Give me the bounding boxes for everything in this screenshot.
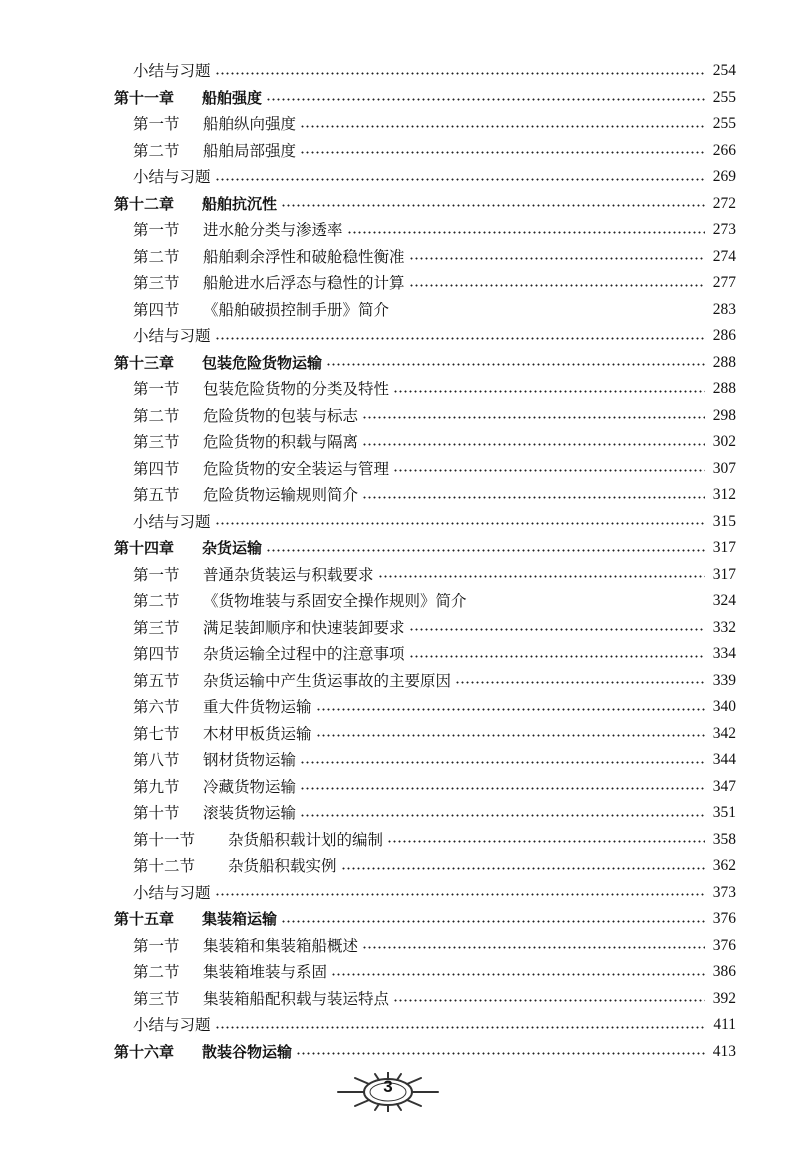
toc-entry-label (133, 562, 376, 589)
toc-entry-number: 第三节 (133, 274, 180, 292)
toc-chapter-row (0, 1039, 790, 1066)
toc-entry-title: 小结与习题 (133, 883, 211, 902)
toc-entry-title: 船舶纵向强度 (203, 115, 297, 133)
toc-section-row (0, 270, 790, 297)
toc-entry-label (133, 323, 213, 350)
toc-section-row (0, 668, 790, 695)
toc-entry-label (133, 747, 298, 774)
toc-entry-number: 第二节 (133, 963, 180, 981)
toc-entry-title: 木材甲板货运输 (203, 724, 312, 743)
dot-leader (378, 562, 705, 589)
toc-section-row (0, 376, 790, 403)
toc-entry-label (133, 403, 360, 430)
toc-entry-page: 255 (712, 115, 736, 132)
dot-leader (266, 535, 705, 562)
toc-entry-page: 392 (712, 989, 736, 1007)
toc-entry-label (133, 111, 298, 138)
toc-entry-number: 第一节 (133, 115, 180, 133)
toc-entry-number: 第七节 (133, 724, 180, 743)
toc-section-row (0, 747, 790, 774)
toc-entry-number: 第十一节 (133, 830, 196, 849)
toc-section-row (0, 615, 790, 642)
toc-entry-number: 第十节 (133, 804, 180, 822)
dot-leader (316, 694, 705, 721)
toc-entry-title: 危险货物的安全装运与管理 (203, 459, 390, 478)
toc-entry-label (114, 85, 264, 112)
toc-entry-title: 重大件货物运输 (203, 698, 312, 716)
toc-summary-row (0, 509, 790, 536)
toc-entry-page: 288 (712, 353, 736, 371)
toc-entry-title: 船舶抗沉性 (202, 194, 278, 213)
toc-entry-title: 小结与习题 (133, 168, 211, 186)
toc-entry-page: 288 (712, 380, 736, 397)
toc-entry-page: 362 (712, 857, 736, 874)
toc-entry-title: 船舶局部强度 (203, 141, 297, 160)
page-number-badge (333, 1072, 443, 1112)
toc-summary-row (0, 58, 790, 85)
toc-entry-page: 376 (712, 910, 736, 927)
toc-entry-label (133, 880, 213, 907)
dot-leader (215, 323, 705, 350)
toc-entry-page: 283 (712, 300, 736, 318)
toc-entry-label (114, 535, 264, 562)
dot-leader (281, 906, 705, 933)
toc-entry-title: 杂货船积载实例 (228, 857, 337, 875)
toc-entry-number: 第二节 (133, 592, 180, 610)
toc-section-row (0, 217, 790, 244)
dot-leader (362, 403, 705, 430)
toc-entry-label (114, 906, 279, 933)
dot-leader (455, 668, 705, 695)
toc-entry-number: 第二节 (133, 247, 180, 266)
dot-leader (341, 853, 705, 880)
toc-section-row (0, 827, 790, 854)
toc-entry-number: 第十六章 (114, 1042, 175, 1061)
toc-chapter-row (0, 535, 790, 562)
toc-entry-title: 危险货物运输规则简介 (203, 486, 359, 504)
toc-entry-title: 杂货运输中产生货运事故的主要原因 (203, 671, 452, 690)
toc-chapter-row (0, 906, 790, 933)
dot-leader (215, 509, 705, 536)
toc-entry-page: 344 (712, 751, 736, 768)
toc-section-row (0, 694, 790, 721)
toc-entry-page: 254 (712, 62, 736, 79)
toc-chapter-row (0, 191, 790, 218)
toc-entry-number: 第十三章 (114, 353, 175, 372)
toc-section-row (0, 562, 790, 589)
toc-entry-label (133, 800, 298, 827)
toc-entry-page: 277 (712, 274, 736, 291)
dot-leader (296, 1039, 705, 1066)
toc-section-row (0, 774, 790, 801)
toc-entry-page: 334 (712, 645, 736, 662)
toc-summary-row (0, 1012, 790, 1039)
dot-leader (300, 111, 705, 138)
toc-summary-row (0, 880, 790, 907)
toc-entry-number: 第五节 (133, 486, 180, 504)
toc-entry-label (133, 58, 213, 85)
toc-entry-label (133, 959, 329, 986)
toc-entry-title: 小结与习题 (133, 1016, 211, 1034)
toc-entry-page: 312 (712, 486, 736, 503)
dot-leader (215, 58, 705, 85)
toc-entry-page: 255 (712, 88, 736, 106)
dot-leader (393, 456, 705, 483)
toc-entry-label (133, 244, 407, 271)
toc-section-row (0, 456, 790, 483)
toc-entry-title: 杂货运输全过程中的注意事项 (203, 645, 405, 663)
toc-entry-page: 358 (712, 830, 736, 848)
toc-entry-page: 317 (712, 539, 736, 556)
toc-entry-number: 第十二章 (114, 194, 175, 213)
toc-entry-title: 危险货物的包装与标志 (203, 406, 359, 425)
dot-leader (331, 959, 705, 986)
toc-entry-page: 298 (712, 406, 736, 424)
toc-entry-page: 386 (712, 963, 736, 980)
dot-leader (409, 270, 705, 297)
dot-leader (347, 217, 705, 244)
toc-entry-number: 第一节 (133, 565, 180, 584)
toc-entry-number: 第九节 (133, 777, 180, 796)
toc-section-row (0, 482, 790, 509)
toc-entry-label (133, 853, 339, 880)
toc-entry-page: 373 (712, 883, 736, 901)
dot-leader (300, 774, 705, 801)
toc-entry-label (133, 217, 345, 244)
dot-leader (215, 1012, 705, 1039)
dot-leader (326, 350, 705, 377)
dot-leader (409, 615, 705, 642)
toc-summary-row (0, 323, 790, 350)
toc-entry-label (133, 1012, 213, 1039)
toc-entry-page: 273 (712, 221, 736, 238)
toc-entry-title: 杂货运输 (202, 539, 263, 557)
toc-entry-number: 第八节 (133, 751, 180, 769)
toc-entry-number: 第十一章 (114, 88, 175, 107)
toc-chapter-row (0, 85, 790, 112)
dot-leader (393, 986, 705, 1013)
toc-section-row (0, 986, 790, 1013)
toc-entry-title: 钢材货物运输 (203, 751, 297, 769)
toc-entry-number: 第六节 (133, 698, 180, 716)
toc-entry-title: 进水舱分类与渗透率 (203, 221, 343, 239)
toc-entry-page: 347 (712, 777, 736, 795)
toc-entry-page: 324 (712, 592, 736, 609)
toc-entry-label (133, 933, 360, 960)
toc-section-row (0, 853, 790, 880)
toc-entry-label (133, 668, 453, 695)
toc-entry-title: 包装危险货物的分类及特性 (203, 380, 390, 398)
toc-entry-label (133, 270, 407, 297)
toc-entry-title: 散装谷物运输 (202, 1042, 293, 1061)
toc-entry-page: 351 (712, 804, 736, 821)
toc-entry-title: 船舶强度 (202, 88, 263, 107)
toc-entry-title: 船舶剩余浮性和破舱稳性衡准 (203, 247, 405, 266)
dot-leader (362, 429, 705, 456)
toc-entry-number: 第十四章 (114, 539, 175, 557)
toc-entry-label (133, 429, 360, 456)
toc-entry-label (114, 350, 324, 377)
table-of-contents (0, 58, 790, 1065)
toc-chapter-row (0, 350, 790, 377)
toc-entry-page: 266 (712, 141, 736, 159)
toc-entry-title: 危险货物的积载与隔离 (203, 433, 359, 451)
toc-entry-title: 杂货船积载计划的编制 (228, 830, 384, 849)
toc-entry-page: 269 (712, 168, 736, 185)
dot-leader (387, 827, 705, 854)
toc-entry-page: 332 (712, 618, 736, 636)
toc-entry-title: 集装箱和集装箱船概述 (203, 936, 359, 955)
dot-leader (215, 164, 705, 191)
toc-entry-label (133, 615, 407, 642)
toc-entry-page: 413 (712, 1042, 736, 1060)
toc-entry-page: 272 (712, 194, 736, 212)
dot-leader (300, 138, 705, 165)
toc-entry-page: 302 (712, 433, 736, 450)
dot-leader (409, 641, 705, 668)
toc-entry-label (133, 164, 213, 191)
toc-entry-number: 第一节 (133, 936, 180, 955)
toc-entry-number: 第三节 (133, 618, 180, 637)
toc-entry-title: 滚装货物运输 (203, 804, 297, 822)
toc-entry-page: 376 (712, 936, 736, 954)
toc-entry-number: 第三节 (133, 989, 180, 1008)
toc-entry-page: 317 (712, 565, 736, 583)
toc-section-row (0, 959, 790, 986)
toc-entry-title: 普通杂货装运与积载要求 (203, 565, 374, 584)
toc-entry-title: 《货物堆装与系固安全操作规则》简介 (203, 592, 467, 610)
toc-section-row (0, 800, 790, 827)
toc-entry-number: 第二节 (133, 141, 180, 160)
toc-section-row (0, 403, 790, 430)
toc-entry-title: 小结与习题 (133, 327, 211, 345)
toc-entry-title: 冷藏货物运输 (203, 777, 297, 796)
toc-entry-number: 第三节 (133, 433, 180, 451)
toc-entry-number: 第四节 (133, 459, 180, 478)
toc-entry-label (114, 1039, 294, 1066)
toc-section-row (0, 641, 790, 668)
toc-entry-label (133, 721, 314, 748)
dot-leader (300, 800, 705, 827)
toc-section-row (0, 297, 790, 324)
toc-entry-title: 小结与习题 (133, 512, 211, 531)
toc-entry-number: 第十二节 (133, 857, 196, 875)
toc-entry-label (133, 297, 391, 324)
toc-entry-label (133, 774, 298, 801)
toc-entry-page: 315 (712, 512, 736, 530)
toc-entry-page: 286 (712, 327, 736, 344)
toc-entry-page: 340 (712, 698, 736, 715)
toc-entry-number: 第一节 (133, 380, 180, 398)
toc-section-row (0, 588, 790, 615)
dot-leader (362, 482, 705, 509)
toc-entry-title: 小结与习题 (133, 62, 211, 80)
toc-entry-label (133, 376, 391, 403)
toc-entry-number: 第二节 (133, 406, 180, 425)
toc-entry-label (133, 509, 213, 536)
toc-entry-title: 满足装卸顺序和快速装卸要求 (203, 618, 405, 637)
toc-summary-row (0, 164, 790, 191)
dot-leader (393, 376, 705, 403)
toc-entry-page: 339 (712, 671, 736, 689)
toc-entry-title: 集装箱堆装与系固 (203, 963, 328, 981)
toc-entry-title: 包装危险货物运输 (202, 353, 323, 372)
toc-entry-label (114, 191, 279, 218)
toc-entry-title: 集装箱运输 (202, 910, 278, 928)
toc-entry-title: 《船舶破损控制手册》简介 (203, 300, 390, 319)
dot-leader (409, 244, 705, 271)
toc-entry-number: 第四节 (133, 300, 180, 319)
toc-entry-label (133, 694, 314, 721)
toc-section-row (0, 244, 790, 271)
dot-leader (215, 880, 705, 907)
dot-leader (266, 85, 705, 112)
toc-section-row (0, 429, 790, 456)
toc-entry-page: 274 (712, 247, 736, 265)
toc-entry-page: 307 (712, 459, 736, 477)
toc-section-row (0, 933, 790, 960)
dot-leader (300, 747, 705, 774)
toc-entry-number: 第五节 (133, 671, 180, 690)
toc-entry-page: 342 (712, 724, 736, 742)
toc-entry-title: 船舱进水后浮态与稳性的计算 (203, 274, 405, 292)
toc-entry-page: 411 (713, 1016, 736, 1033)
toc-entry-label (133, 482, 360, 509)
page-number: 3 (383, 1077, 393, 1096)
toc-entry-number: 第十五章 (114, 910, 175, 928)
toc-entry-label (133, 986, 391, 1013)
toc-entry-label (133, 641, 407, 668)
toc-section-row (0, 721, 790, 748)
dot-leader (281, 191, 705, 218)
toc-section-row (0, 111, 790, 138)
toc-entry-label (133, 138, 298, 165)
toc-section-row (0, 138, 790, 165)
toc-entry-label (133, 827, 385, 854)
toc-entry-number: 第一节 (133, 221, 180, 239)
dot-leader (362, 933, 705, 960)
dot-leader (316, 721, 705, 748)
toc-entry-number: 第四节 (133, 645, 180, 663)
toc-entry-label (133, 456, 391, 483)
toc-entry-label (133, 588, 469, 615)
toc-entry-title: 集装箱船配积载与装运特点 (203, 989, 390, 1008)
